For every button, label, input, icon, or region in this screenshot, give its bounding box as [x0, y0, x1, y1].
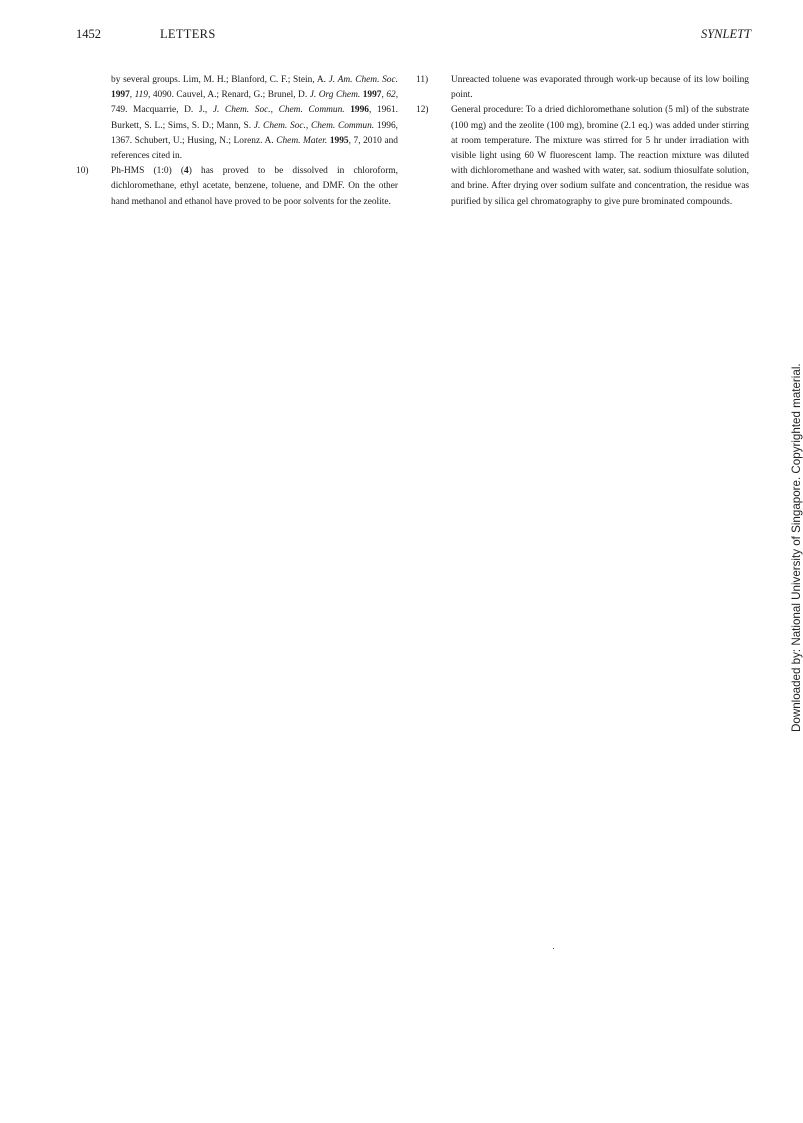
reference-number: 11): [416, 75, 429, 85]
download-watermark: Downloaded by: National University of Singapore. Copyrighted material.: [790, 363, 803, 732]
reference-10: [76, 164, 398, 210]
page-number: 1452: [76, 27, 101, 41]
ref-text-part: ) has proved to be dissolved in chloroform, dichloromethane, ethyl acetate, benzene, toluene, and DMF. On the other hand methanol and ethanol have proved to be poor solvents for the zeolite.: [111, 166, 398, 207]
ref-text-part: 1996, 1367. Schubert, U.; Husing, N.; Lorenz. A.: [111, 120, 398, 146]
section-title: LETTERS: [160, 27, 216, 41]
ref-text-part: ,: [129, 90, 135, 101]
running-header: [0, 27, 793, 43]
publication-year: 1996: [350, 105, 369, 116]
ref-text-part: , 4090. Cauvel, A.; Renard, G.; Brunel, D.: [147, 90, 310, 101]
reference-text: General procedure: To a dried dichloromethane solution (5 ml) of the substrate (100 mg) and the zeolite (100 mg), bromine (2.1 eq.) was added under stirring at room temperature. The mixture was stirred for 5 hr under irradiation with visible light using 60 W fluorescent lamp. The reaction mixture was diluted with dichloromethane and washed with water, sat. sodium thiosulfate solution, and brine. After drying over sodium sulfate and concentration, the residue was purified by silica gel chromatography to give pure brominated compounds.: [451, 105, 749, 207]
reference-text: [111, 164, 398, 210]
right-column: [416, 73, 749, 210]
scan-speck: [553, 948, 554, 949]
volume-number: 119: [134, 90, 148, 101]
ref-text-part: , 1961. Burkett, S. L.; Sims, S. D.; Mann, S.: [111, 105, 399, 131]
publication-year: 1997: [111, 90, 130, 101]
reference-number: 12): [416, 105, 429, 116]
ref-text-part: Ph-HMS (1:0) (: [111, 166, 185, 177]
reference-text: [111, 73, 398, 164]
publication-year: 1995: [329, 135, 349, 146]
volume-number: 62: [386, 90, 396, 101]
journal-abbrev: J. Org Chem.: [309, 90, 361, 101]
reference-number-empty: [76, 73, 111, 164]
ref-text-part: , 749. Macquarrie, D. J.,: [111, 90, 399, 116]
reference-number: 10): [76, 166, 89, 177]
reference-9-continuation: [76, 73, 398, 164]
ref-text-part: by several groups. Lim, M. H.; Blanford, C. F.; Stein, A.: [111, 75, 329, 85]
reference-text: Unreacted toluene was evaporated through work-up because of its low boiling point.: [451, 75, 749, 101]
reference-12: [416, 103, 749, 209]
reference-11: [416, 73, 749, 103]
journal-name: SYNLETT: [700, 27, 751, 41]
publication-year: 1997: [362, 90, 382, 101]
ref-text-part: , 7, 2010 and references cited in.: [111, 135, 398, 162]
left-column: [76, 73, 398, 210]
journal-abbrev: J. Chem. Soc., Chem. Commun.: [253, 120, 375, 131]
ref-text-part: ,: [381, 90, 387, 101]
journal-abbrev: J. Chem. Soc., Chem. Commun.: [212, 105, 345, 116]
journal-abbrev: Chem. Mater.: [276, 135, 328, 146]
compound-number: 4: [184, 166, 189, 177]
journal-abbrev: J. Am. Chem. Soc.: [328, 75, 398, 85]
